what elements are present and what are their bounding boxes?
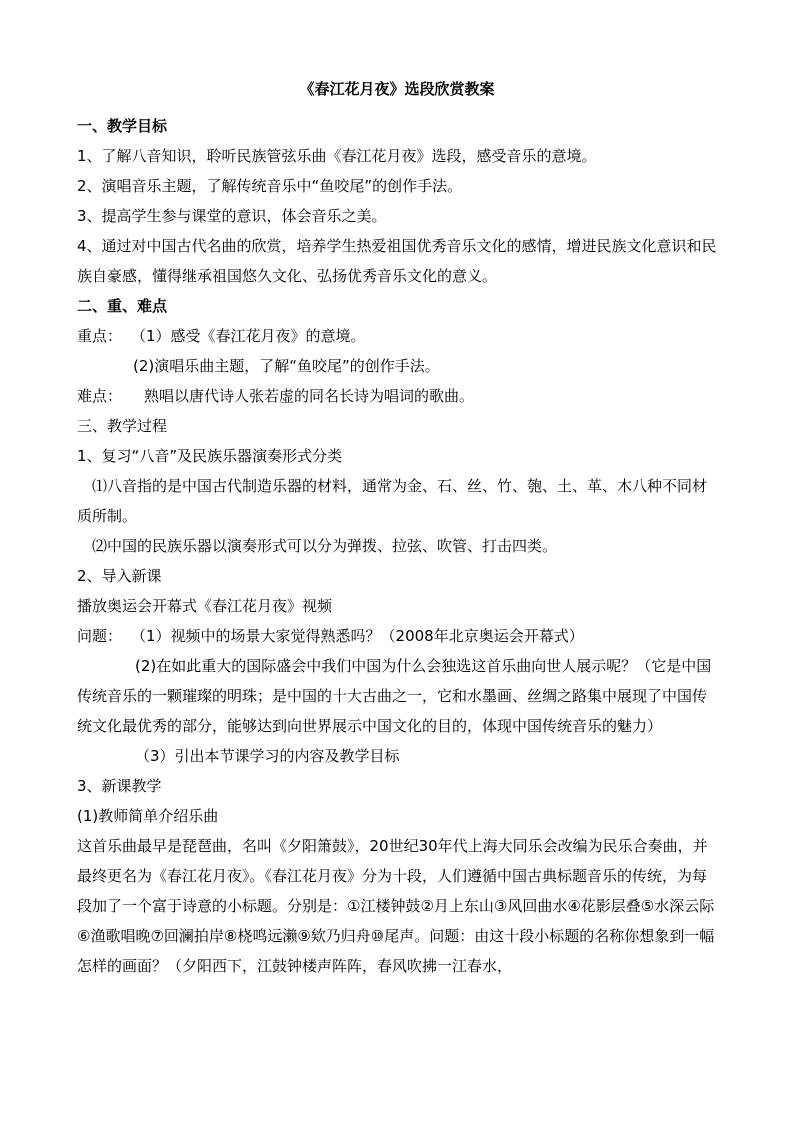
new-lesson-text: 这首乐曲最早是琵琶曲，名叫《夕阳箫鼓》，20世纪30年代上海大同乐会改编为民乐合奏曲，并最终更名为《春江花月夜》。《春江花月夜》分为十段，人们遵循中国古典标题音乐的传统，为每段加了一个富于诗意的小标题。分别是：①江楼钟鼓②月上东山③风回曲水④花影层叠⑤水深云际⑥渔歌唱晚⑦回澜拍岸⑧桡鸣远濑⑨欸乃归舟⑩尾声。问题：由这十段小标题的名称你想象到一幅怎样的画面？（夕阳西下，江鼓钟楼声阵阵，春风吹拂一江春水， — [77, 837, 715, 975]
objective-item-3: 3、提高学生参与课堂的意识，体会音乐之美。 — [77, 207, 387, 225]
review-item-b: ⑵中国的民族乐器以演奏形式可以分为弹拨、拉弦、吹管、打击四类。 — [92, 537, 558, 555]
document-title: 《春江花月夜》选段欣赏教案 — [299, 80, 495, 98]
new-lesson-subtitle: (1)教师简单介绍乐曲 — [77, 807, 219, 825]
key-point-label: 重点： — [77, 327, 123, 345]
objective-item-2: 2、演唱音乐主题，了解传统音乐中“鱼咬尾”的创作手法。 — [77, 177, 463, 195]
section-heading-process: 三、教学过程 — [77, 417, 168, 435]
difficult-point — [77, 381, 718, 411]
document-body — [77, 111, 718, 981]
key-point-2: (2)演唱乐曲主题，了解“鱼咬尾”的创作手法。 — [133, 357, 440, 375]
intro-title: 2、导入新课 — [77, 567, 162, 585]
section-heading-key-points: 二、重、难点 — [77, 297, 168, 315]
key-point-1 — [77, 321, 718, 351]
objective-item-4: 4、通过对中国古代名曲的欣赏，培养学生热爱祖国优秀音乐文化的感情，增进民族文化意识和民族自豪感，懂得继承祖国悠久文化、弘扬优秀音乐文化的意义。 — [77, 237, 717, 285]
new-lesson-title: 3、新课教学 — [77, 777, 162, 795]
section-heading-objectives: 一、教学目标 — [77, 117, 168, 135]
difficult-point-text: 熟唱以唐代诗人张若虚的同名长诗为唱词的歌曲。 — [144, 387, 475, 405]
difficult-point-label: 难点： — [77, 387, 123, 405]
key-point-text-1: （1）感受《春江花月夜》的意境。 — [131, 327, 366, 345]
question-1 — [77, 621, 718, 651]
question-3: （3）引出本节课学习的内容及教学目标 — [135, 747, 400, 765]
intro-video: 播放奥运会开幕式《春江花月夜》视频 — [77, 597, 333, 615]
review-item-a: ⑴八音指的是中国古代制造乐器的材料，通常为金、石、丝、竹、匏、土、革、木八种不同材质所制。 — [77, 477, 708, 525]
question-label: 问题： — [77, 627, 123, 645]
question-2: (2)在如此重大的国际盛会中我们中国为什么会独选这首乐曲向世人展示呢？（它是中国传统音乐的一颗璀璨的明珠；是中国的十大古曲之一，它和水墨画、丝绸之路集中展现了中国传统文化最优秀的部分，能够达到向世界展示中国文化的目的，体现中国传统音乐的魅力） — [77, 657, 712, 735]
objective-item-1: 1、了解八音知识，聆听民族管弦乐曲《春江花月夜》选段，感受音乐的意境。 — [77, 147, 597, 165]
review-title: 1、复习“八音”及民族乐器演奏形式分类 — [77, 447, 343, 465]
question-text-1: （1）视频中的场景大家觉得熟悉吗？（2008年北京奥运会开幕式） — [131, 627, 584, 645]
